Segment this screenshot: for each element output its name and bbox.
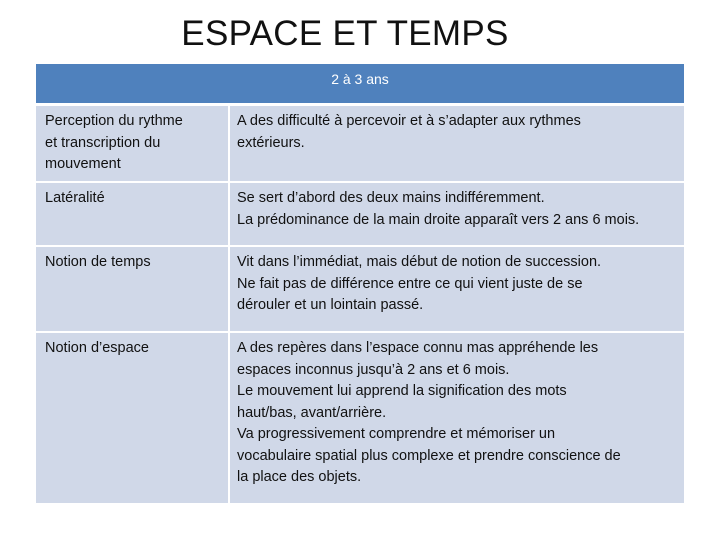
- row-text-cell: [230, 106, 684, 181]
- row-label-line: Notion d’espace: [45, 340, 149, 356]
- row-label-line: mouvement: [45, 156, 121, 172]
- row-label-line: Perception du rythme: [45, 113, 183, 129]
- row-text-cell: [230, 333, 684, 503]
- row-label-line: et transcription du: [45, 134, 161, 151]
- table-row: [36, 183, 684, 247]
- row-text-line: Se sert d’abord des deux mains indifféremment.: [237, 190, 545, 206]
- row-text-line: vocabulaire spatial plus complexe et prendre conscience de: [237, 447, 621, 464]
- page-title: ESPACE ET TEMPS: [181, 14, 509, 53]
- row-label-cell: [36, 333, 230, 503]
- row-text-line: La prédominance de la main droite apparaît vers 2 ans 6 mois.: [237, 211, 640, 228]
- row-text-cell: [230, 247, 684, 331]
- row-label-line: Notion de temps: [45, 254, 151, 270]
- row-text-line: dérouler et un lointain passé.: [237, 297, 424, 313]
- row-label-cell: [36, 247, 230, 331]
- row-text-line: extérieurs.: [237, 134, 305, 151]
- row-text-line: espaces inconnus jusqu’à 2 ans et 6 mois.: [237, 361, 510, 378]
- row-text-line: A des repères dans l’espace connu mas appréhende les: [237, 340, 599, 356]
- row-label-cell: [36, 183, 230, 245]
- comparison-table: [36, 64, 684, 505]
- table-row: [36, 247, 684, 333]
- row-text-line: Va progressivement comprendre et mémoriser un: [237, 426, 556, 442]
- row-label-line: Latéralité: [45, 190, 105, 206]
- row-text-line: Vit dans l’immédiat, mais début de notion de succession.: [237, 254, 602, 270]
- row-text-line: A des difficulté à percevoir et à s’adapter aux rythmes: [237, 113, 581, 129]
- row-text-line: la place des objets.: [237, 469, 362, 485]
- table-row: [36, 333, 684, 505]
- row-text-line: haut/bas, avant/arrière.: [237, 404, 387, 421]
- table-header: 2 à 3 ans: [36, 64, 684, 106]
- row-text-line: Le mouvement lui apprend la signification des mots: [237, 383, 567, 399]
- table-row: [36, 106, 684, 183]
- row-label-cell: [36, 106, 230, 181]
- row-text-cell: [230, 183, 684, 245]
- row-text-line: Ne fait pas de différence entre ce qui vient juste de se: [237, 275, 583, 292]
